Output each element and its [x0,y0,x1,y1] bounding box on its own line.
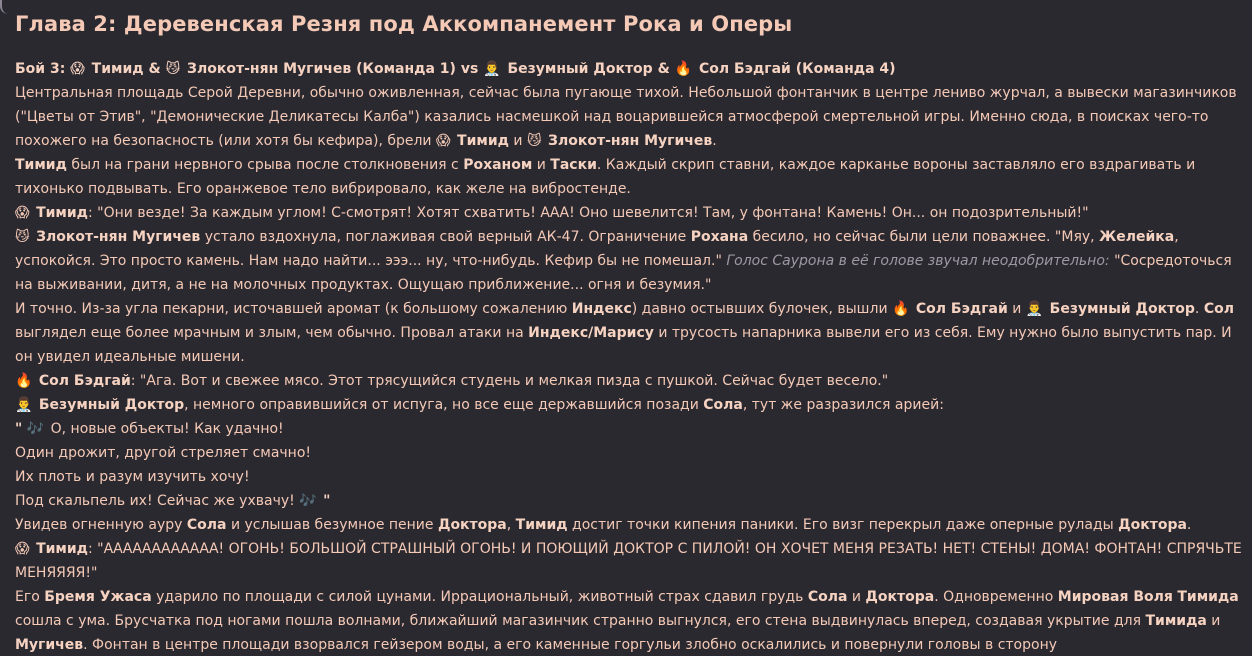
message-body [15,57,1243,656]
dialogue-timid-1: 😱 Тимид: "Они везде! За каждым углом! С-смотрят! Хотят схватить! ААА! Оно шевелится! Там, у фонтана! Камень! Он... он подозрительный!" [15,201,1243,225]
cat-icon: 😼 [526,133,542,149]
paragraph-2: Тимид был на грани нервного срыва после столкновения с Роханом и Таски. Каждый скрип ставни, каждое карканье вороны заставляло его вздрагивать и тихонько подвывать. Его оранжевое тело вибрировало, как желе на вибростенде. [15,157,1196,197]
fire-icon: 🔥 [892,301,910,317]
music-notes-icon: 🎶 [26,421,45,437]
fire-icon: 🔥 [674,61,693,77]
scared-face-icon: 😱 [15,205,30,221]
paragraph-doctor-aria: 👨‍⚕️ Безумный Доктор, немного оправившийся от испуга, но все еще державшийся позади Сола, тут же разразился арией: [15,393,1243,417]
paragraph-mugichev: 😼 Злокот-нян Мугичев устало вздохнула, поглаживая свой верный АК-47. Ограничение Рохана бесило, но сейчас были цели поважнее. "Мяу, Желейка, успокойся. Это просто камень. Нам надо найти... эээ... ну, что-нибудь. Кефир бы не помешал." Голос Саурона в её голове звучал неодобрительно: "Сосредоточься на выживании, дитя, а не на молочных продуктах. Ощущаю приближение... огня и безумия." [15,225,1243,297]
song-line-2: Один дрожит, другой стреляет смачно! [15,445,312,461]
dialogue-timid-2: 😱 Тимид: "АААААААААААА! ОГОНЬ! БОЛЬШОЙ СТРАШНЫЙ ОГОНЬ! И ПОЮЩИЙ ДОКТОР С ПИЛОЙ! ОН ХОЧЕТ МЕНЯ РЕЗАТЬ! НЕТ! СТЕНЫ! ДОМА! ФОНТАН! СПРЯЧЬТЕ МЕНЯЯЯЯ!" [15,537,1243,585]
scared-face-icon: 😱 [15,541,30,557]
battle-header-text: Бой 3: 😱 Тимид & 😼 Злокот-нян Мугичев (Команда 1) vs 👨‍⚕️ Безумный Доктор & 🔥 Сол Бэдгай (Команда 4) [15,61,896,77]
scared-face-icon: 😱 [435,133,451,149]
battle-header [15,57,1243,81]
cat-icon: 😼 [165,61,181,77]
doctor-icon: 👨‍⚕️ [1025,301,1044,317]
cat-icon: 😼 [15,229,30,245]
paragraph-panic: Увидев огненную ауру Сола и услышав безумное пение Доктора, Тимид достиг точки кипения паники. Его визг перекрыл даже оперные рулады Доктора. [15,517,1192,533]
paragraph-1: Центральная площадь Серой Деревни, обычно оживленная, сейчас была пугающе тихой. Небольшой фонтанчик в центре лениво журчал, а вывески магазинчиков ("Цветы от Этив", "Демонические Деликатесы Калба") казались насмешкой над воцарившейся атмосферой смертельной игры. Именно сюда, в поисках чего-то похожего на безопасность (или хотя бы кефира), брели 😱 Тимид и 😼 Злокот-нян Мугичев. [15,81,1243,153]
paragraph-burden-of-fear: Его Бремя Ужаса ударило по площади с силой цунами. Иррациональный, животный страх сдавил грудь Сола и Доктора. Одновременно Мировая Воля Тимида сошла с ума. Брусчатка под ногами пошла волнами, ближайший магазинчик странно выгнулся, его стена выдвинулась вперед, создавая укрытие для Тимида и Мугичев. Фонтан в центре площади взорвался гейзером воды, а его каменные горгульи злобно оскалились и повернули головы в сторону [15,589,1239,653]
doctor-icon: 👨‍⚕️ [483,61,501,77]
chapter-title: Глава 2: Деревенская Резня под Аккомпанемент Рока и Оперы [15,12,793,36]
inner-voice-aside: Голос Саурона в её голове звучал неодобрительно: [726,253,1110,269]
dialogue-sol: 🔥 Сол Бэдгай: "Ага. Вот и свежее мясо. Этот трясущийся студень и мелкая пизда с пушкой. Сейчас будет весело." [15,369,1243,393]
doctor-icon: 👨‍⚕️ [15,397,33,413]
song-line-1: " 🎶 О, новые объекты! Как удачно! [15,417,1243,441]
paragraph-bakery: И точно. Из-за угла пекарни, источавшей аромат (к большому сожалению Индекс) давно остывших булочек, вышли 🔥 Сол Бэдгай и 👨‍⚕️ Безумный Доктор. Сол выглядел еще более мрачным и злым, чем обычно. Провал атаки на Индекс/Марису и трусость напарника вывели его из себя. Ему нужно было выпустить пар. И он увидел идеальные мишени. [15,297,1243,369]
song-line-3: Их плоть и разум изучить хочу! [15,469,250,485]
story-message [15,6,1243,656]
message-edge-decoration [0,0,8,14]
scared-face-icon: 😱 [70,61,85,77]
music-notes-icon: 🎶 [299,493,317,509]
song-line-4: Под скальпель их! Сейчас же ухвачу! 🎶 " [15,489,1243,513]
fire-icon: 🔥 [15,373,33,389]
